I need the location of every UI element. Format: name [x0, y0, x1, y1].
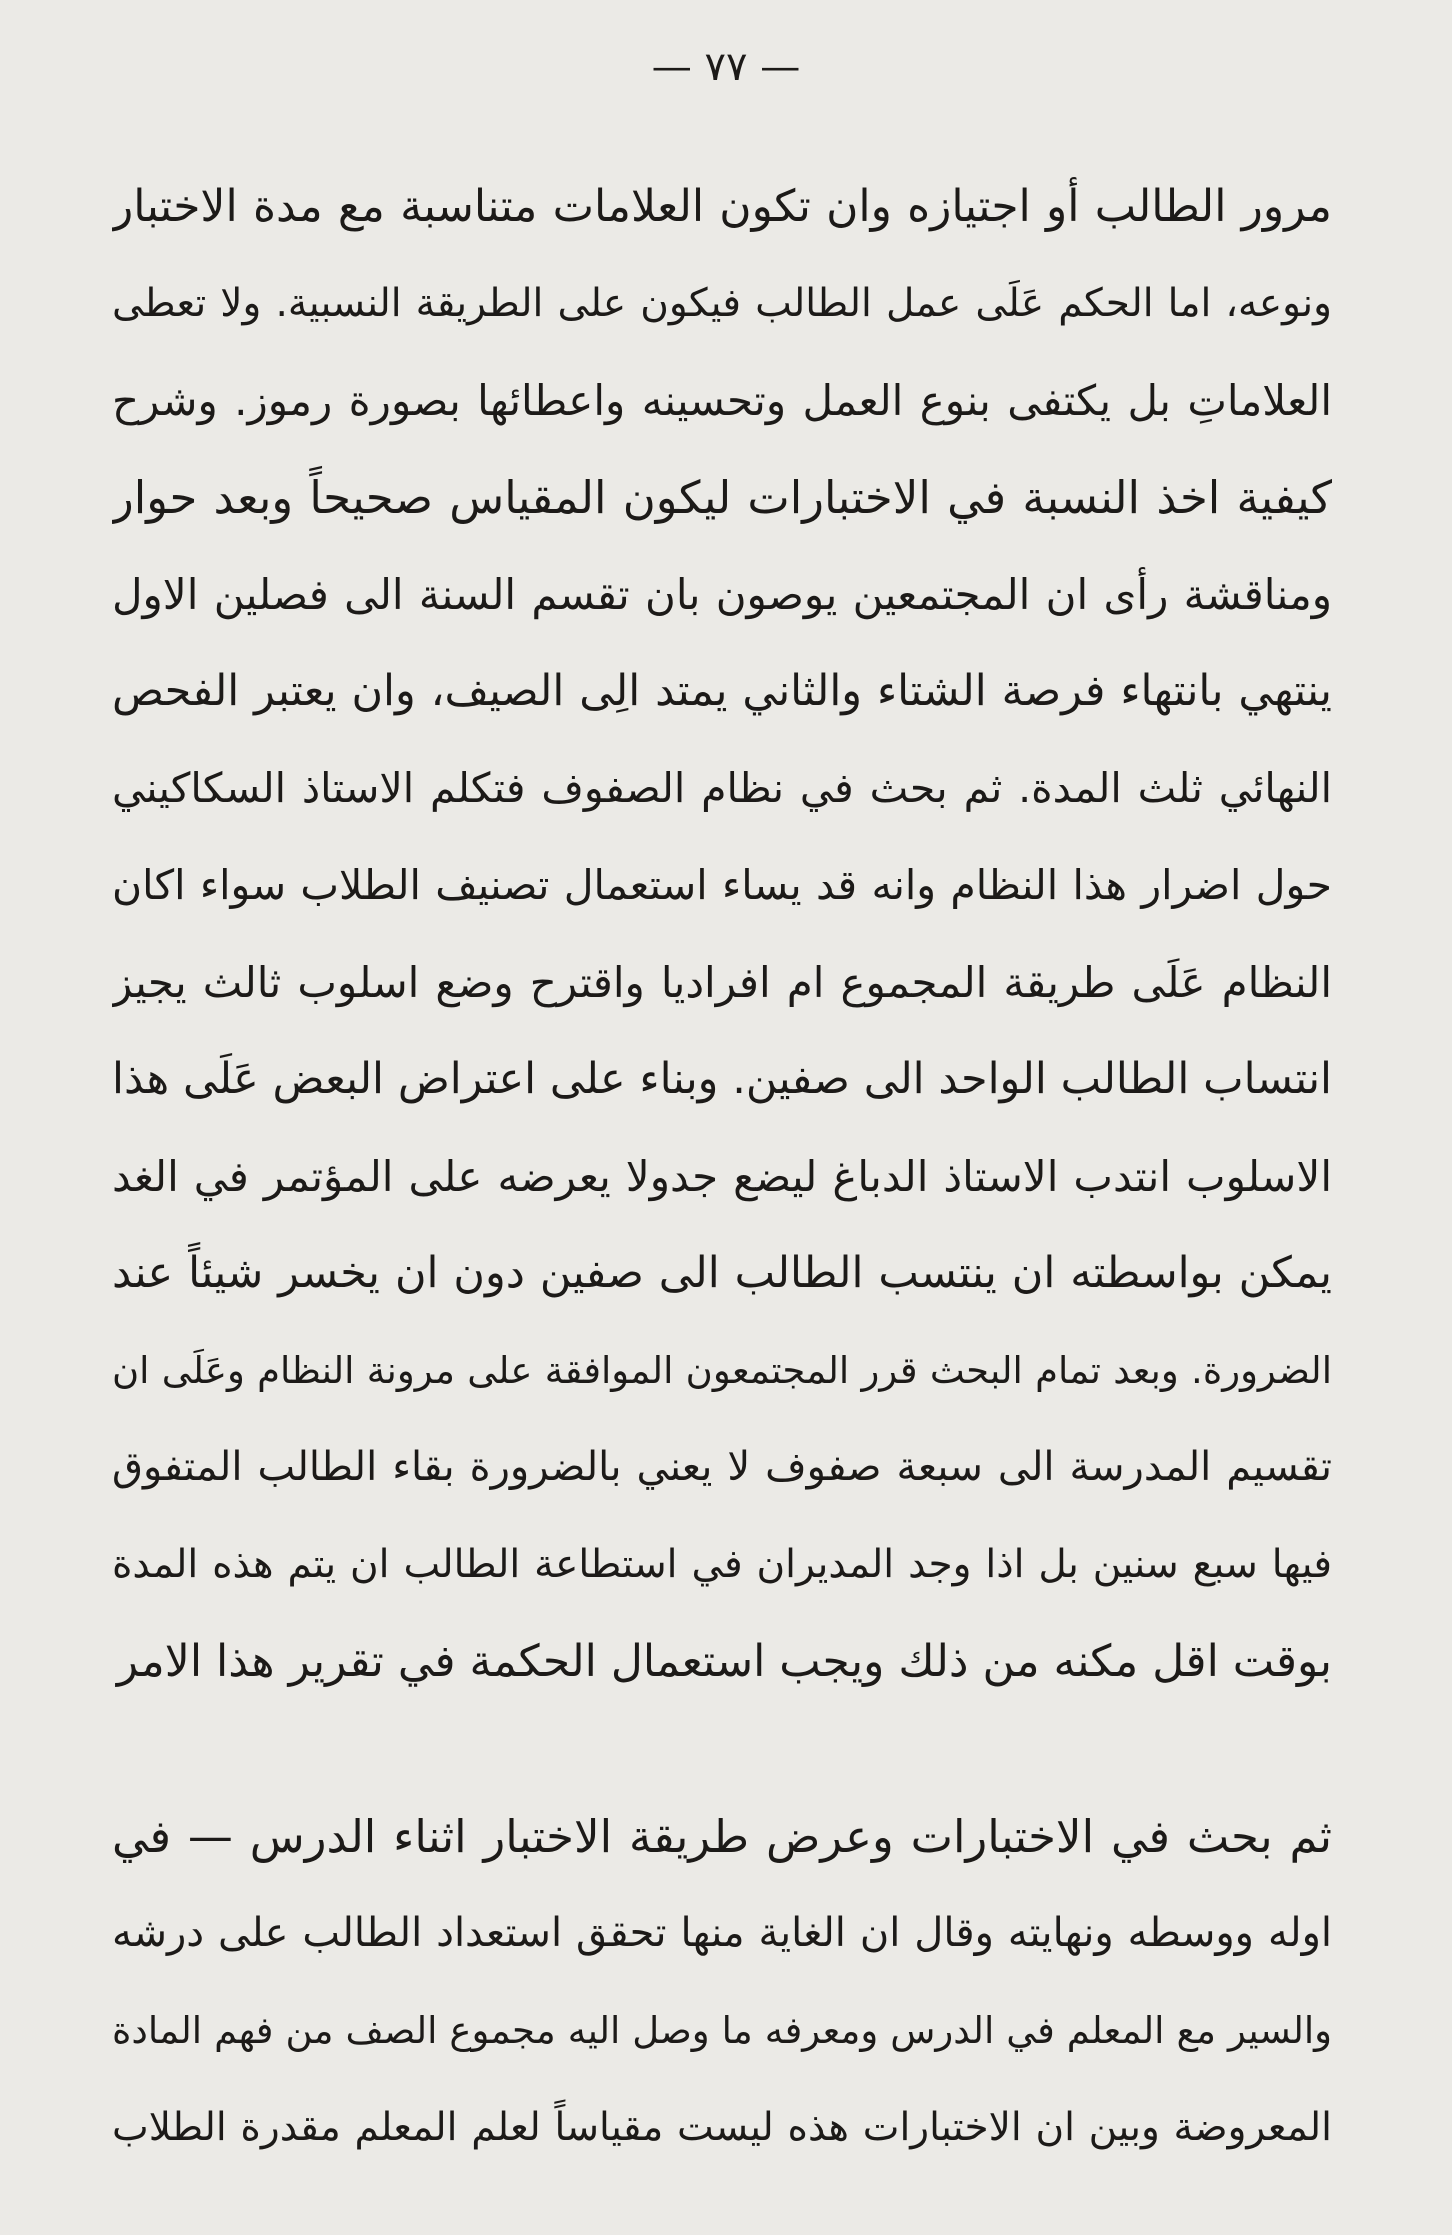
text-line: الاسلوب انتدب الاستاذ الدباغ ليضع جدولا يعرضه على المؤتمر في الغد: [112, 1152, 1332, 1201]
text-line: اوله ووسطه ونهايته وقال ان الغاية منها تحقق استعداد الطالب على درشه: [112, 1910, 1332, 1956]
text-line: ونوعه، اما الحكم عَلَى عمل الطالب فيكون على الطريقة النسبية. ولا تعطى: [112, 281, 1332, 326]
text-line: انتساب الطالب الواحد الى صفين. وبناء على اعتراض البعض عَلَى هذا: [112, 1054, 1332, 1104]
text-line: حول اضرار هذا النظام وانه قد يساء استعمال تصنيف الطلاب سواء اكان: [112, 861, 1332, 909]
text-line: النهائي ثلث المدة. ثم بحث في نظام الصفوف فتكلم الاستاذ السكاكيني: [112, 764, 1332, 812]
text-line: ينتهي بانتهاء فرصة الشتاء والثاني يمتد الِى الصيف، وان يعتبر الفحص: [112, 666, 1332, 716]
text-line: مرور الطالب أو اجتيازه وان تكون العلامات متناسبة مع مدة الاختبار: [112, 181, 1332, 232]
page-number: — ٧٧ —: [651, 44, 801, 90]
text-line: المعروضة وبين ان الاختبارات هذه ليست مقياساً لعلم المعلم مقدرة الطلاب: [112, 2105, 1332, 2150]
text-line: ثم بحث في الاختبارات وعرض طريقة الاختبار اثناء الدرس — في: [112, 1810, 1332, 1863]
paragraph-2: [112, 1788, 1332, 2176]
text-line: فيها سبع سنين بل اذا وجد المديران في استطاعة الطالب ان يتم هذه المدة: [112, 1542, 1332, 1587]
paragraph-1: [112, 158, 1332, 1710]
text-line: تقسيم المدرسة الى سبعة صفوف لا يعني بالضرورة بقاء الطالب المتفوق: [112, 1444, 1332, 1490]
text-line: الضرورة. وبعد تمام البحث قرر المجتمعون الموافقة على مرونة النظام وعَلَى ان: [112, 1349, 1332, 1392]
text-line: العلاماتِ بل يكتفى بنوع العمل وتحسينه واعطائها بصورة رموز. وشرح: [112, 376, 1332, 425]
text-line: ومناقشة رأى ان المجتمعين يوصون بان تقسم السنة الى فصلين الاول: [112, 570, 1332, 619]
text-line: والسير مع المعلم في الدرس ومعرفه ما وصل اليه مجموع الصف من فهم المادة: [112, 2009, 1332, 2052]
text-line: كيفية اخذ النسبة في الاختبارات ليكون المقياس صحيحاً وبعد حوار: [112, 471, 1332, 524]
text-line: يمكن بواسطته ان ينتسب الطالب الى صفين دون ان يخسر شيئاً عند: [112, 1248, 1332, 1298]
text-line: بوقت اقل مكنه من ذلك ويجب استعمال الحكمة في تقرير هذا الامر: [116, 1636, 1332, 1687]
text-line: النظام عَلَى طريقة المجموع ام افراديا واقترح وضع اسلوب ثالث يجيز: [112, 958, 1332, 1007]
